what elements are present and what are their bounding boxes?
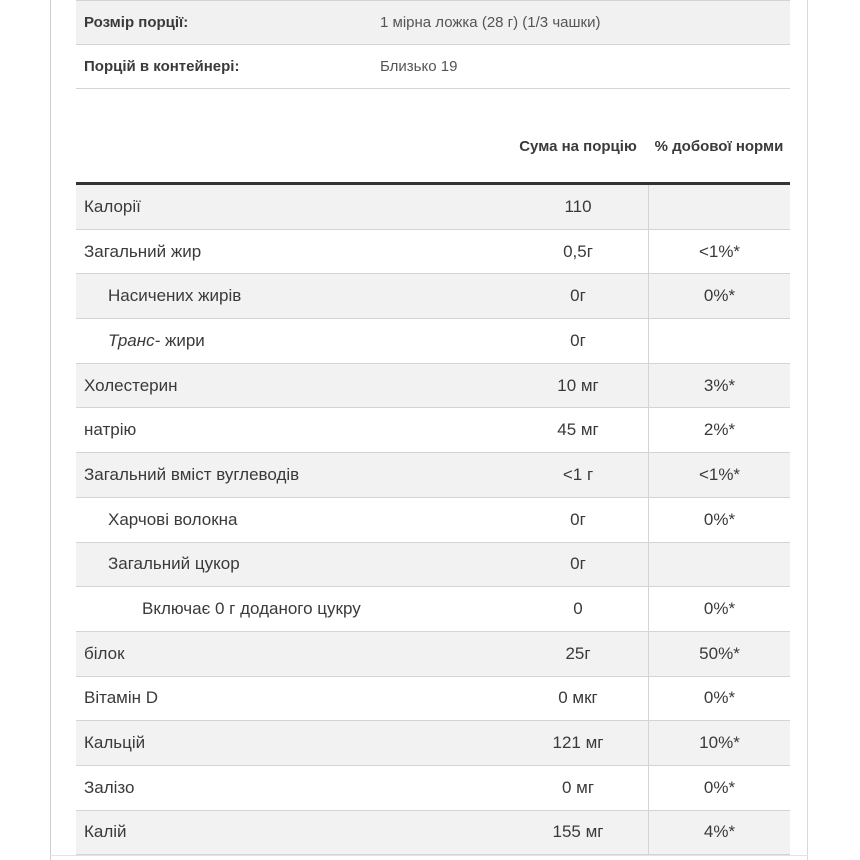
serving-size-value: 1 мірна ложка (28 г) (1/3 чашки) bbox=[380, 14, 601, 31]
nutrient-name-text: Харчові волокна bbox=[108, 509, 238, 529]
header-daily-value: % добової норми bbox=[654, 138, 784, 155]
nutrient-amount: 0г bbox=[570, 554, 586, 574]
nutrient-name bbox=[76, 230, 508, 274]
nutrient-daily-value: 10%* bbox=[648, 721, 790, 765]
nutrient-amount: 25г bbox=[565, 643, 591, 663]
nutrient-daily-value bbox=[648, 543, 790, 587]
nutrient-daily-value: 0%* bbox=[648, 587, 790, 631]
nutrient-amount: <1 г bbox=[562, 464, 594, 484]
nutrient-name-text: Загальний цукор bbox=[108, 554, 240, 574]
nutrient-row bbox=[76, 677, 790, 722]
nutrition-table-body bbox=[76, 185, 790, 855]
header-amount-per-serving: Сума на порцію bbox=[519, 138, 637, 155]
servings-per-container-value: Близько 19 bbox=[380, 58, 458, 75]
nutrient-amount: 10 мг bbox=[557, 375, 599, 395]
nutrient-amount: 0 bbox=[573, 599, 583, 619]
nutrition-table-header bbox=[76, 112, 790, 185]
nutrient-name-text: Включає 0 г доданого цукру bbox=[142, 599, 361, 619]
nutrient-amount: 155 мг bbox=[552, 822, 604, 842]
nutrient-row bbox=[76, 721, 790, 766]
nutrient-amount: 0,5г bbox=[563, 241, 593, 261]
nutrient-name-italic: Транс- bbox=[108, 330, 161, 350]
nutrient-daily-value: 0%* bbox=[648, 766, 790, 810]
servings-per-container-row bbox=[76, 45, 790, 89]
nutrient-row bbox=[76, 274, 790, 319]
nutrient-row bbox=[76, 587, 790, 632]
nutrient-name bbox=[76, 319, 508, 363]
nutrient-daily-value: 3%* bbox=[648, 364, 790, 408]
serving-size-label: Розмір порції: bbox=[84, 14, 189, 31]
left-border bbox=[50, 0, 51, 860]
nutrient-row bbox=[76, 230, 790, 275]
nutrient-row bbox=[76, 364, 790, 409]
nutrient-name bbox=[76, 364, 508, 408]
nutrient-amount: 0 мг bbox=[561, 777, 595, 797]
nutrient-amount: 0г bbox=[570, 286, 586, 306]
nutrient-daily-value: <1%* bbox=[648, 230, 790, 274]
nutrient-name bbox=[76, 677, 508, 721]
nutrient-amount: 0 мкг bbox=[558, 688, 598, 708]
nutrient-name-text: Загальний жир bbox=[84, 241, 202, 261]
nutrient-name bbox=[76, 453, 508, 497]
nutrient-name-text: Загальний вміст вуглеводів bbox=[84, 464, 300, 484]
nutrient-daily-value: 4%* bbox=[648, 811, 790, 855]
nutrient-name bbox=[76, 185, 508, 229]
nutrient-row bbox=[76, 766, 790, 811]
nutrient-daily-value: 0%* bbox=[648, 677, 790, 721]
right-border bbox=[807, 0, 808, 860]
nutrient-name bbox=[76, 632, 508, 676]
nutrient-name-text: білок bbox=[84, 643, 125, 663]
nutrient-name bbox=[76, 274, 508, 318]
nutrient-amount: 121 мг bbox=[552, 733, 604, 753]
nutrient-row bbox=[76, 453, 790, 498]
nutrient-amount: 0г bbox=[570, 330, 586, 350]
nutrient-name-text: Вітамін D bbox=[84, 688, 159, 708]
serving-info-table bbox=[76, 0, 790, 89]
nutrient-daily-value bbox=[648, 185, 790, 229]
nutrient-daily-value: 0%* bbox=[648, 274, 790, 318]
nutrient-daily-value bbox=[648, 319, 790, 363]
header-spacer bbox=[76, 112, 508, 182]
nutrient-row bbox=[76, 632, 790, 677]
nutrient-name bbox=[76, 408, 508, 452]
serving-size-row bbox=[76, 1, 790, 45]
nutrient-name-text: Залізо bbox=[84, 777, 135, 797]
nutrient-amount: 110 bbox=[564, 196, 592, 216]
nutrient-name bbox=[76, 721, 508, 765]
nutrient-row bbox=[76, 811, 790, 856]
nutrient-name-text: Холестерин bbox=[84, 375, 178, 395]
nutrient-row bbox=[76, 408, 790, 453]
servings-per-container-label: Порцій в контейнері: bbox=[84, 58, 240, 75]
nutrient-name-text: натрію bbox=[84, 420, 137, 440]
nutrient-name-text: жири bbox=[160, 330, 205, 350]
nutrient-amount: 0г bbox=[570, 509, 586, 529]
nutrient-daily-value: 2%* bbox=[648, 408, 790, 452]
nutrient-name bbox=[76, 811, 508, 855]
nutrient-row bbox=[76, 543, 790, 588]
nutrient-name-text: Кальцій bbox=[84, 733, 146, 753]
nutrient-name-text: Калій bbox=[84, 822, 127, 842]
nutrient-name bbox=[76, 587, 508, 631]
nutrient-daily-value: 50%* bbox=[648, 632, 790, 676]
nutrient-name-text: Калорії bbox=[84, 196, 141, 216]
nutrient-row bbox=[76, 498, 790, 543]
nutrient-name bbox=[76, 543, 508, 587]
nutrient-name bbox=[76, 498, 508, 542]
nutrient-row bbox=[76, 185, 790, 230]
nutrient-amount: 45 мг bbox=[557, 420, 599, 440]
nutrition-table bbox=[76, 112, 790, 855]
nutrient-daily-value: 0%* bbox=[648, 498, 790, 542]
nutrient-name-text: Насичених жирів bbox=[108, 286, 242, 306]
nutrient-name bbox=[76, 766, 508, 810]
nutrient-daily-value: <1%* bbox=[648, 453, 790, 497]
nutrient-row bbox=[76, 319, 790, 364]
